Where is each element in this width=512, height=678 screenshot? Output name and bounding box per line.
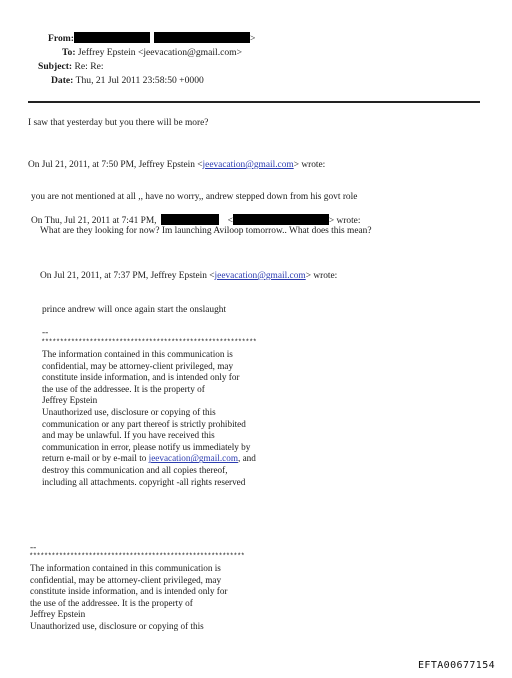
redaction-box <box>233 214 329 225</box>
subject-row <box>38 60 104 73</box>
email-link[interactable]: jeevacation@gmail.com <box>202 160 294 170</box>
disclaimer-line: communication or any part thereof is strictly prohibited <box>42 418 246 429</box>
redaction-box <box>161 214 219 225</box>
date-value: Thu, 21 Jul 2011 23:58:50 +0000 <box>75 75 204 86</box>
disclaimer-line: Jeffrey Epstein <box>42 395 98 406</box>
quote-header-text: On Jul 21, 2011, at 7:37 PM, Jeffrey Epstein < <box>40 271 215 281</box>
from-row <box>48 32 255 45</box>
disclaimer-line: destroy this communication and all copies thereof, <box>42 464 228 475</box>
to-row <box>62 46 242 59</box>
disclaimer-block <box>42 349 256 488</box>
disclaimer-block <box>30 563 228 633</box>
email-link[interactable]: jeevacation@gmail.com <box>214 271 306 281</box>
email-link[interactable]: jeevacation@gmail.com <box>148 453 238 464</box>
stars-divider: ********************************************************** <box>41 339 257 347</box>
message-line: you are not mentioned at all ,, have no worry,, andrew stepped down from his govt role <box>31 192 358 202</box>
message-line: I saw that yesterday but you there will be more? <box>28 118 209 128</box>
date-row <box>51 74 204 87</box>
disclaimer-line <box>42 453 256 465</box>
disclaimer-line: the use of the addressee. It is the property of <box>30 597 193 608</box>
quote-header-text: On Jul 21, 2011, at 7:50 PM, Jeffrey Epstein < <box>28 160 203 170</box>
disclaimer-line: constitute inside information, and is intended only for <box>42 372 240 383</box>
redaction-box <box>74 32 150 43</box>
disclaimer-line: confidential, may be attorney-client privileged, may <box>30 574 222 585</box>
quote-header <box>28 160 325 172</box>
disclaimer-line: constitute inside information, and is intended only for <box>30 586 228 597</box>
disclaimer-line: Jeffrey Epstein <box>30 609 86 620</box>
document-id: EFTA00677154 <box>418 660 496 671</box>
quote-header-text: > wrote: <box>305 271 338 281</box>
quote-header-text: On Thu, Jul 21, 2011 at 7:41 PM, <box>31 216 157 226</box>
stars-divider: ********************************************************** <box>29 553 245 561</box>
to-value: Jeffrey Epstein <jeevacation@gmail.com> <box>77 47 243 58</box>
disclaimer-line: including all attachments. copyright -all rights reserved <box>42 476 246 487</box>
message-line: prince andrew will once again start the onslaught <box>42 305 227 315</box>
to-label: To: <box>62 47 76 58</box>
disclaimer-line: Unauthorized use, disclosure or copying of this <box>30 620 204 631</box>
disclaimer-text: , and <box>237 453 256 464</box>
disclaimer-line: communication in error, please notify us immediately by <box>42 441 251 452</box>
redaction-box <box>154 32 250 43</box>
header-divider <box>28 101 480 103</box>
disclaimer-line: The information contained in this communication is <box>30 563 221 573</box>
subject-value: Re: Re: <box>74 61 104 72</box>
subject-label: Subject: <box>38 61 73 72</box>
date-label: Date: <box>51 75 74 86</box>
disclaimer-line: the use of the addressee. It is the property of <box>42 383 205 394</box>
quote-header-text: < <box>227 216 233 226</box>
from-trail: > <box>249 33 256 44</box>
quote-header <box>40 271 337 283</box>
signature-dashes: -- <box>42 328 49 338</box>
quote-header-text: > wrote: <box>293 160 326 170</box>
message-line: What are they looking for now? Im launching Aviloop tomorrow.. What does this mean? <box>40 226 372 236</box>
signature-dashes: -- <box>30 543 37 553</box>
disclaimer-line: and may be unlawful. If you have received this <box>42 430 215 441</box>
disclaimer-line: The information contained in this communication is <box>42 349 233 359</box>
from-label: From: <box>48 33 74 44</box>
disclaimer-text: return e-mail or by e-mail to <box>42 453 149 464</box>
quote-header-text: > wrote: <box>328 216 361 226</box>
disclaimer-line: Unauthorized use, disclosure or copying of this <box>42 406 216 417</box>
disclaimer-line: confidential, may be attorney-client privileged, may <box>42 360 234 371</box>
